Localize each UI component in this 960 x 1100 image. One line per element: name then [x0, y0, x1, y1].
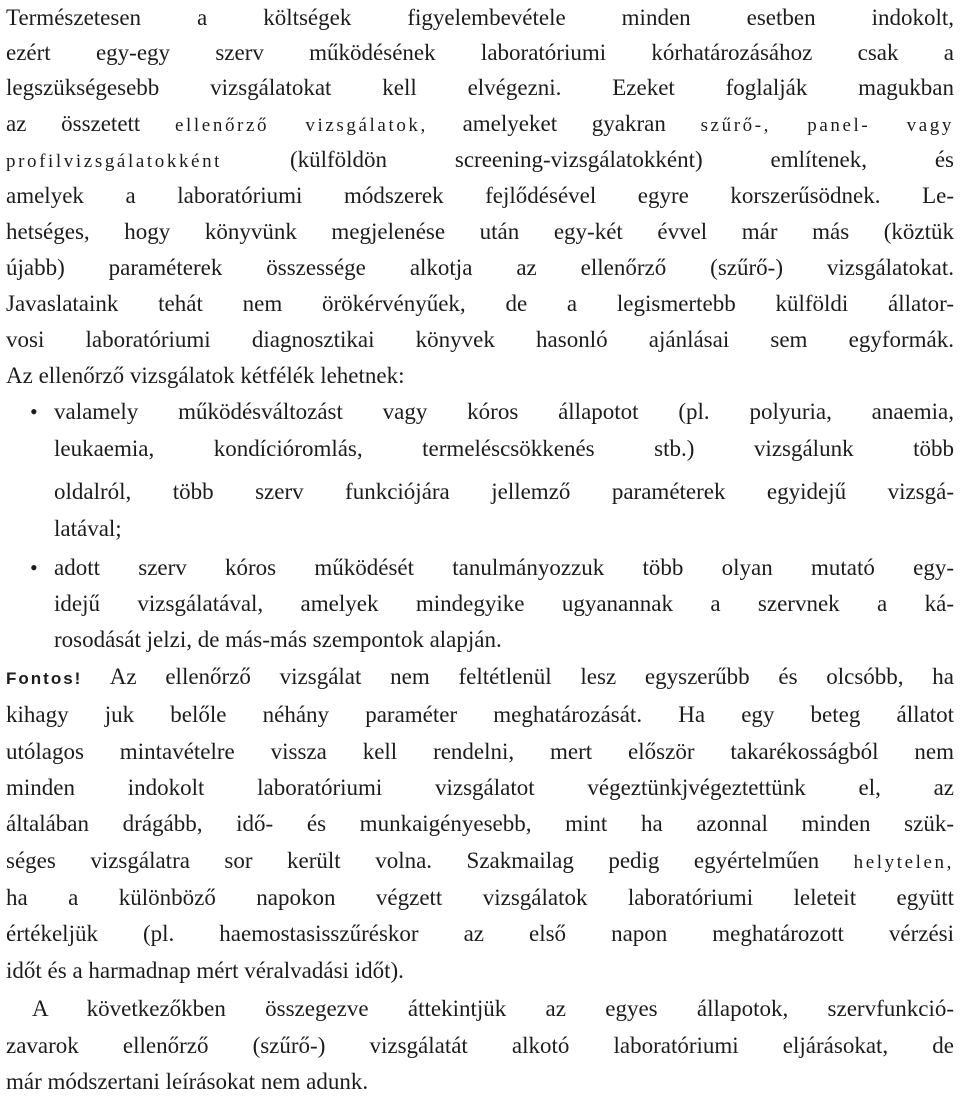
bullet-marker: • — [30, 555, 38, 580]
paragraph-1-line-5 — [6, 142, 954, 178]
text-run: séges vizsgálatra sor került volna. Szakmailag pedig egyértelműen — [6, 848, 820, 873]
paragraph-3-line-2: zavarok ellenőrző (szűrő-) vizsgálatát alkotó laboratóriumi eljárásokat, de — [6, 1033, 954, 1058]
paragraph-1-line-1: Természetesen a költségek figyelembevétele minden esetben indokolt, — [6, 5, 954, 30]
paragraph-2-line-5: általában drágább, idő- és munkaigényesebb, mint ha azonnal minden szük- — [6, 811, 954, 836]
spaced-term-helytelen: helytelen, — [853, 852, 954, 873]
text-run: az összetett — [6, 111, 141, 136]
paragraph-1-line-11: Az ellenőrző vizsgálatok kétfélék lehetnek: — [6, 363, 405, 388]
spaced-term-profilvizsgalatokkent: profilvizsgálatokként — [6, 151, 223, 172]
paragraph-3-line-1: A következőkben összegezve áttekintjük az egyes állapotok, szervfunkció- — [32, 996, 954, 1021]
paragraph-1-line-8: újabb) paraméterek összessége alkotja az ellenőrző (szűrő-) vizsgálatokat. — [6, 255, 954, 280]
bullet-1-line-4: latával; — [54, 516, 122, 541]
paragraph-2-line-1 — [6, 659, 954, 695]
bullet-1-line-2: leukaemia, kondícióromlás, termeléscsökkenés stb.) vizsgálunk több — [54, 436, 954, 461]
paragraph-2-line-7: ha a különböző napokon végzett vizsgálatok laboratóriumi leleteit együtt — [6, 885, 954, 910]
paragraph-1-line-6: amelyek a laboratóriumi módszerek fejlődésével egyre korszerűsödnek. Le- — [6, 183, 954, 208]
paragraph-2-line-8: értékeljük (pl. haemostasisszűréskor az első napon meghatározott vérzési — [6, 921, 954, 946]
paragraph-2-line-2: kihagy juk belőle néhány paraméter meghatározását. Ha egy beteg állatot — [6, 702, 954, 727]
bullet-2-line-2: idejű vizsgálatával, amelyek mindegyike ugyanannak a szervnek a ká- — [54, 591, 954, 616]
paragraph-2-line-3: utólagos mintavételre vissza kell rendelni, mert először takarékosságból nem — [6, 739, 954, 764]
text-run: amelyeket gyakran — [462, 111, 666, 136]
paragraph-1-line-10: vosi laboratóriumi diagnosztikai könyvek hasonló ajánlásai sem egyformák. — [6, 327, 954, 352]
bullet-2-line-3: rosodását jelzi, de más-más szempontok alapján. — [54, 627, 502, 652]
bullet-2-line-1: adott szerv kóros működését tanulmányozzuk több olyan mutató egy- — [54, 555, 954, 580]
spaced-term-ellenorzo-vizsgalatok: ellenőrző vizsgálatok, — [175, 115, 428, 136]
paragraph-2-line-9: időt és a harmadnap mért véralvadási időt). — [6, 958, 404, 983]
paragraph-3-line-3: már módszertani leírásokat nem adunk. — [6, 1069, 369, 1094]
text-run: (külföldön screening-vizsgálatokként) említenek, és — [289, 147, 955, 172]
paragraph-1-line-2: ezért egy-egy szerv működésének laboratóriumi kórhatározásához csak a — [6, 40, 954, 65]
paragraph-1-line-4 — [6, 106, 954, 142]
paragraph-1-line-3: legszükségesebb vizsgálatokat kell elvégezni. Ezeket foglalják magukban — [6, 75, 954, 100]
paragraph-2-line-4: minden indokolt laboratóriumi vizsgálatot végeztünkjvégeztettünk el, az — [6, 775, 954, 800]
bullet-1-line-3: oldalról, több szerv funkciójára jellemző paraméterek egyidejű vizsgá- — [54, 479, 954, 504]
bullet-marker: • — [30, 399, 38, 424]
paragraph-1-line-7: hetséges, hogy könyvünk megjelenése után egy-két évvel már más (köztük — [6, 219, 954, 244]
bullet-1-line-1: valamely működésváltozást vagy kóros állapotot (pl. polyuria, anaemia, — [54, 399, 954, 424]
paragraph-1-line-9: Javaslataink tehát nem örökérvényűek, de a legismertebb külföldi állator- — [6, 291, 954, 316]
text-run: Az ellenőrző vizsgálat nem feltétlenül lesz egyszerűbb és olcsóbb, ha — [109, 664, 955, 689]
paragraph-2-line-6 — [6, 843, 954, 879]
fontos-label: Fontos! — [6, 669, 83, 688]
spaced-term-szuro-panel: szűrő-, panel- vagy — [700, 115, 954, 136]
